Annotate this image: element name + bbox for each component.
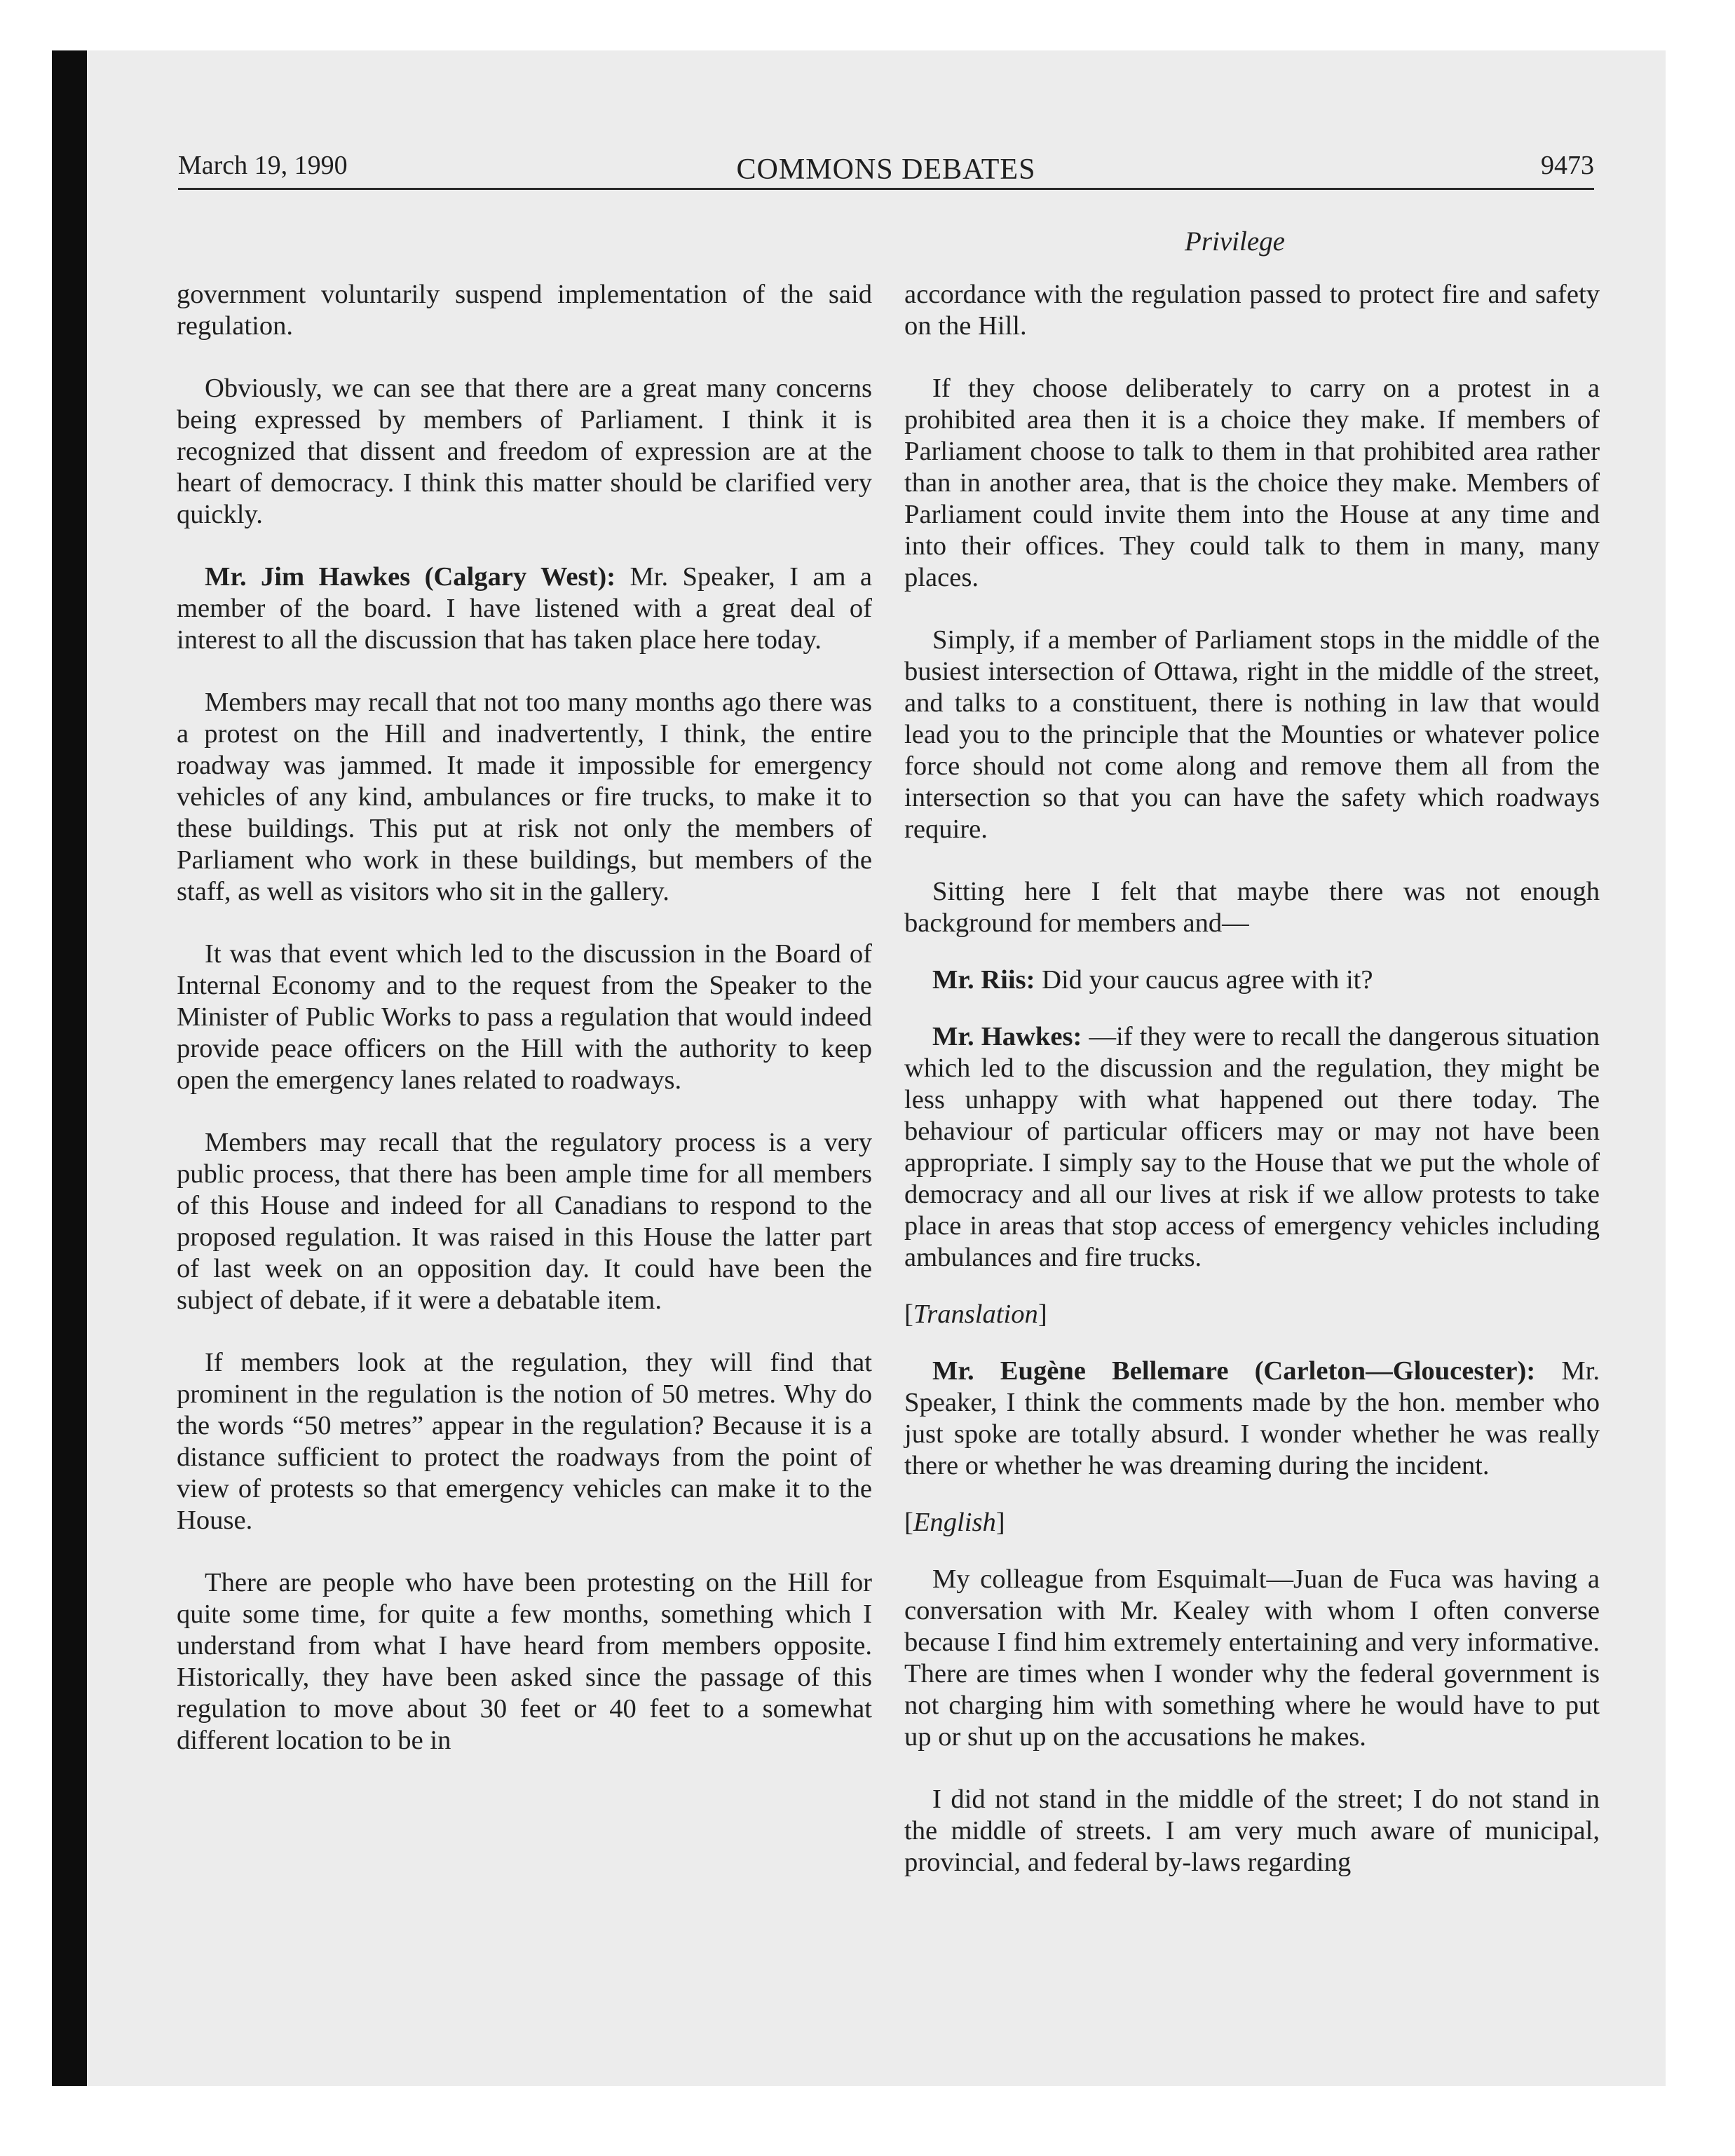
- running-header: [178, 144, 1594, 186]
- paragraph: accordance with the regulation passed to protect fire and safety on the Hill.: [904, 280, 1600, 341]
- speaker-name: Mr. Riis:: [932, 965, 1035, 995]
- paragraph: My colleague from Esquimalt—Juan de Fuca was having a conversation with Mr. Kealey with whom I often converse because I find him extremely entertaining and very informative. There are times when I wonder why the federal government is not charging him with something where he would have to put up or shut up on the accusations he makes.: [904, 1564, 1600, 1752]
- paragraph: There are people who have been protesting on the Hill for quite some time, for quite a few months, something which I understand from what I have heard from members opposite. Historically, they have been asked since the passage of this regulation to move about 30 feet or 40 feet to a somewhat different location to be in: [177, 1568, 872, 1755]
- header-date: March 19, 1990: [178, 151, 348, 180]
- language-tag-translation: [Translation]: [904, 1299, 1047, 1329]
- paragraph: Members may recall that not too many months ago there was a protest on the Hill and inadvertently, I think, the entire roadway was jammed. It made it impossible for emergency vehicles of any kind, ambulances or fire trucks, to make it to these buildings. This put at risk not only the members of Parliament who work in these buildings, but members of the staff, as well as visitors who sit in the gallery.: [177, 688, 872, 906]
- paragraph: I did not stand in the middle of the street; I do not stand in the middle of streets. I am very much aware of municipal, provincial, and federal by-laws regarding: [904, 1785, 1600, 1877]
- language-tag-english: [English]: [904, 1508, 1005, 1537]
- section-label: Privilege: [1185, 226, 1285, 257]
- speech-paragraph: [904, 1021, 1600, 1274]
- paragraph: government voluntarily suspend implementation of the said regulation.: [177, 280, 872, 341]
- speech-text: Mr. Speaker, I am a member of the board. I have listened with a great deal of interest to all the discussion that has taken place here today.: [177, 562, 872, 655]
- speaker-name: Mr. Jim Hawkes (Calgary West):: [205, 562, 616, 592]
- left-column: [177, 279, 872, 1756]
- header-rule: [178, 188, 1594, 190]
- speaker-name: Mr. Hawkes:: [932, 1022, 1082, 1051]
- speech-text: Did your caucus agree with it?: [1035, 965, 1373, 995]
- paragraph: Sitting here I felt that maybe there was not enough background for members and—: [904, 877, 1600, 938]
- speech-paragraph: [177, 561, 872, 656]
- paragraph: Members may recall that the regulatory process is a very public process, that there has been ample time for all members of this House and indeed for all Canadians to respond to the proposed regulation. It was raised in this House the latter part of last week on an opposition day. It could have been the subject of debate, if it were a debatable item.: [177, 1128, 872, 1315]
- paragraph: If they choose deliberately to carry on a protest in a prohibited area then it is a choice they make. If members of Parliament choose to talk to them in that prohibited area rather than in another area, that is the choice they make. Members of Parliament could invite them into the House at any time and into their offices. They could talk to them in many, many places.: [904, 374, 1600, 592]
- tag-text: English: [913, 1508, 996, 1537]
- speech-text: Mr. Speaker, I think the comments made by the hon. member who just spoke are totally absurd. I wonder whether he was really there or whether he was dreaming during the incident.: [904, 1356, 1600, 1480]
- right-column: [904, 279, 1600, 1878]
- header-page-number: 9473: [1541, 151, 1594, 180]
- paragraph: If members look at the regulation, they will find that prominent in the regulation is the notion of 50 metres. Why do the words “50 metres” appear in the regulation? Because it is a distance sufficient to protect the roadways from the point of view of protests so that emergency vehicles can make it to the House.: [177, 1348, 872, 1535]
- paragraph: Simply, if a member of Parliament stops in the middle of the busiest intersection of Ottawa, right in the middle of the street, and talks to a constituent, there is nothing in law that would lead you to the principle that the Mounties or whatever police force should not come along and remove them all from the intersection so that you can have the safety which roadways require.: [904, 625, 1600, 844]
- paragraph: It was that event which led to the discussion in the Board of Internal Economy and to the request from the Speaker to the Minister of Public Works to pass a regulation that would indeed provide peace officers on the Hill with the authority to keep open the emergency lanes related to roadways.: [177, 939, 872, 1095]
- binding-edge: [52, 50, 87, 2086]
- tag-text: Translation: [913, 1299, 1038, 1329]
- speech-text: —if they were to recall the dangerous situation which led to the discussion and the regulation, they might be less unhappy with what happened out there today. The behaviour of particular officers may or may not have been appropriate. I simply say to the House that we put the whole of democracy and all our lives at risk if we allow protests to take place in areas that stop access of emergency vehicles including ambulances and fire trucks.: [904, 1022, 1600, 1272]
- speech-paragraph: [904, 1356, 1600, 1482]
- speech-paragraph: [904, 964, 1600, 996]
- paragraph: Obviously, we can see that there are a great many concerns being expressed by members of Parliament. I think it is recognized that dissent and freedom of expression are at the heart of democracy. I think this matter should be clarified very quickly.: [177, 374, 872, 529]
- header-journal-title: COMMONS DEBATES: [736, 153, 1036, 186]
- speaker-name: Mr. Eugène Bellemare (Carleton—Gloucester):: [932, 1356, 1536, 1386]
